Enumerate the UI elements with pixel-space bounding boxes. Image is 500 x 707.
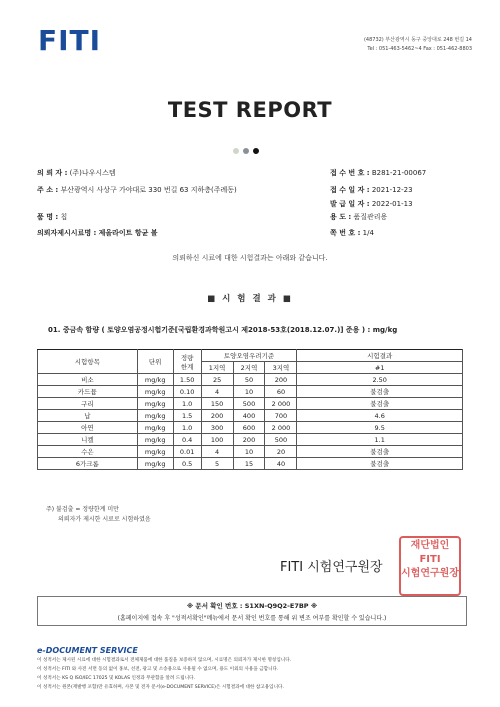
header-region1: 1지역 <box>201 362 233 374</box>
cell-unit: mg/kg <box>137 398 173 410</box>
client-sample-value: 제올라이트 항균 볼 <box>98 229 158 237</box>
header-region2: 2지역 <box>233 362 265 374</box>
dot-mid <box>243 148 249 154</box>
cell-item: 아연 <box>38 422 138 434</box>
cell-result: 불검출 <box>297 398 463 410</box>
purpose-label: 용 도 : <box>330 213 352 221</box>
cell-r1: 100 <box>201 434 233 446</box>
cell-r2: 10 <box>233 446 265 458</box>
footer-line-4: 이 성적서는 원본(재발행 포함)만 유효하며, 사본 및 전자 문서(e-DOCUMENT SERVICE)은 시험결과에 대한 참고용입니다. <box>37 685 284 690</box>
official-seal: 재단법인 FITI 시험연구원장 <box>399 536 461 596</box>
header-limit-bottom: 한계 <box>180 362 194 371</box>
page-row <box>330 228 374 238</box>
cell-limit: 1.0 <box>173 398 201 410</box>
cell-r1: 25 <box>201 374 233 386</box>
dot-dark <box>253 148 259 154</box>
report-title: TEST REPORT <box>167 98 333 122</box>
sample-row <box>37 212 67 222</box>
cell-r1: 4 <box>201 446 233 458</box>
receipt-no-row <box>330 168 426 178</box>
fiti-logo: FITI <box>38 24 102 57</box>
document-confirm-number: ※ 문서 확인 번호 : S1XN-Q9Q2-E7BP ※ <box>186 602 318 610</box>
cell-limit: 1.5 <box>173 410 201 422</box>
cell-r3: 20 <box>265 446 297 458</box>
director-name: FITI 시험연구원장 <box>280 560 383 575</box>
cell-limit: 0.10 <box>173 386 201 398</box>
header-concern-group: 토양오염우려기준 <box>201 350 297 362</box>
cell-r3: 2 000 <box>265 422 297 434</box>
cell-unit: mg/kg <box>137 386 173 398</box>
receipt-date-label: 접 수 일 자 : <box>330 186 370 194</box>
cell-r3: 60 <box>265 386 297 398</box>
title-dots <box>233 139 263 158</box>
issue-date-value: 2022-01-13 <box>371 200 413 208</box>
cell-item: 비소 <box>38 374 138 386</box>
table-row <box>38 434 463 446</box>
cell-r3: 700 <box>265 410 297 422</box>
issue-date-label: 발 급 일 자 : <box>330 200 370 208</box>
cell-item: 수은 <box>38 446 138 458</box>
footer-line-1: 이 성적서는 제시된 시료에 대한 시험결과로서 전체제품에 대한 품질을 보증하지 않으며, 시료명은 의뢰자가 제시한 명칭입니다. <box>37 658 292 663</box>
sample-value: 칩 <box>60 213 68 221</box>
cell-limit: 0.01 <box>173 446 201 458</box>
client-value: (주)나우시스템 <box>69 169 116 177</box>
cell-limit: 0.5 <box>173 458 201 470</box>
note-2: 의뢰자가 제시한 시료로 시험하였음 <box>58 516 151 523</box>
cell-unit: mg/kg <box>137 434 173 446</box>
standard-line: 01. 중금속 함량 ( 토양오염공정시험기준[국립환경과학원고시 제2018-53호(2018.12.07.)] 준용 ) : mg/kg <box>48 326 398 334</box>
cell-r2: 500 <box>233 398 265 410</box>
address-row <box>37 185 237 195</box>
cell-r1: 5 <box>201 458 233 470</box>
cell-r1: 200 <box>201 410 233 422</box>
header-unit: 단위 <box>137 350 173 374</box>
cell-r2: 600 <box>233 422 265 434</box>
address-value: 부산광역시 사상구 가야대로 330 번길 63 지하층(주례동) <box>60 186 237 194</box>
header-limit <box>173 350 201 374</box>
cell-r1: 300 <box>201 422 233 434</box>
table-row <box>38 422 463 434</box>
cell-unit: mg/kg <box>137 422 173 434</box>
cell-limit: 1.50 <box>173 374 201 386</box>
client-row <box>37 168 116 178</box>
header-result-sub: #1 <box>297 362 463 374</box>
cell-item: 납 <box>38 410 138 422</box>
table-row <box>38 446 463 458</box>
cell-unit: mg/kg <box>137 374 173 386</box>
cell-result: 1.1 <box>297 434 463 446</box>
cell-result: 9.5 <box>297 422 463 434</box>
cell-item: 6가크롬 <box>38 458 138 470</box>
cell-r1: 4 <box>201 386 233 398</box>
receipt-no-value: B281-21-00067 <box>371 169 427 177</box>
cell-unit: mg/kg <box>137 458 173 470</box>
footer-line-3: 이 성적서는 KS Q ISO/IEC 17025 및 KOLAS 인정과 무관함을 알려 드립니다. <box>37 676 195 681</box>
cell-r2: 200 <box>233 434 265 446</box>
cell-unit: mg/kg <box>137 446 173 458</box>
cell-limit: 0.4 <box>173 434 201 446</box>
purpose-row <box>330 212 387 222</box>
cell-r2: 10 <box>233 386 265 398</box>
cell-r3: 2 000 <box>265 398 297 410</box>
cell-unit: mg/kg <box>137 410 173 422</box>
cell-r1: 150 <box>201 398 233 410</box>
header-address-line2: Tel : 051-463-5462~4 Fax : 051-462-8803 <box>367 46 472 52</box>
note-1: 주) 불검출 = 정량한계 미만 <box>46 506 119 513</box>
client-sample-label: 의뢰자제시시료명 : <box>37 229 97 237</box>
cell-r3: 500 <box>265 434 297 446</box>
page-label: 쪽 번 호 : <box>330 229 361 237</box>
table-row <box>38 386 463 398</box>
header-item: 시험항목 <box>38 350 138 374</box>
edocument-service-title: e-DOCUMENT SERVICE <box>37 646 138 655</box>
header-result-group: 시험결과 <box>297 350 463 362</box>
cell-result: 불검출 <box>297 386 463 398</box>
cell-r2: 50 <box>233 374 265 386</box>
table-row <box>38 374 463 386</box>
intro-text: 의뢰하신 시료에 대한 시험결과는 아래와 같습니다. <box>172 254 328 262</box>
client-sample-row <box>37 228 158 238</box>
table-row <box>38 458 463 470</box>
dot-light <box>233 148 239 154</box>
cell-item: 니켈 <box>38 434 138 446</box>
sample-label: 품 명 : <box>37 213 59 221</box>
cell-result: 4.6 <box>297 410 463 422</box>
document-confirm-box <box>37 596 467 626</box>
cell-r3: 200 <box>265 374 297 386</box>
client-label: 의 뢰 자 : <box>37 169 68 177</box>
cell-result: 불검출 <box>297 458 463 470</box>
cell-item: 구리 <box>38 398 138 410</box>
purpose-value: 품질관리용 <box>353 213 388 221</box>
address-label: 주 소 : <box>37 186 59 194</box>
cell-result: 불검출 <box>297 446 463 458</box>
header-address-line1: (48732) 부산광역시 동구 중앙대로 248 번길 14 <box>363 37 472 43</box>
cell-result: 2.50 <box>297 374 463 386</box>
cell-r3: 40 <box>265 458 297 470</box>
header-region3: 3지역 <box>265 362 297 374</box>
header-limit-top: 정량 <box>180 353 194 362</box>
receipt-date-value: 2021-12-23 <box>371 186 413 194</box>
page-value: 1/4 <box>362 229 374 237</box>
document-confirm-instructions: (홈페이지에 접속 후 "성적서확인"메뉴에서 문서 확인 번호를 통해 위 변조 여부를 확인할 수 있습니다.) <box>117 615 387 622</box>
cell-item: 카드뮴 <box>38 386 138 398</box>
cell-limit: 1.0 <box>173 422 201 434</box>
footer-line-2: 이 성적서는 FITI 와 사전 서면 동의 없이 홍보, 선전, 광고 및 소송용으로 사용될 수 없으며, 용도 이외의 사용을 금합니다. <box>37 667 279 672</box>
section-title: ■ 시 험 결 과 ■ <box>207 294 293 304</box>
issue-date-row <box>330 199 413 209</box>
table-body <box>38 374 463 470</box>
receipt-no-label: 접 수 번 호 : <box>330 169 370 177</box>
table-row <box>38 398 463 410</box>
receipt-date-row <box>330 185 413 195</box>
table-header-row <box>38 350 463 362</box>
cell-r2: 15 <box>233 458 265 470</box>
results-table <box>37 349 463 470</box>
table-row <box>38 410 463 422</box>
cell-r2: 400 <box>233 410 265 422</box>
